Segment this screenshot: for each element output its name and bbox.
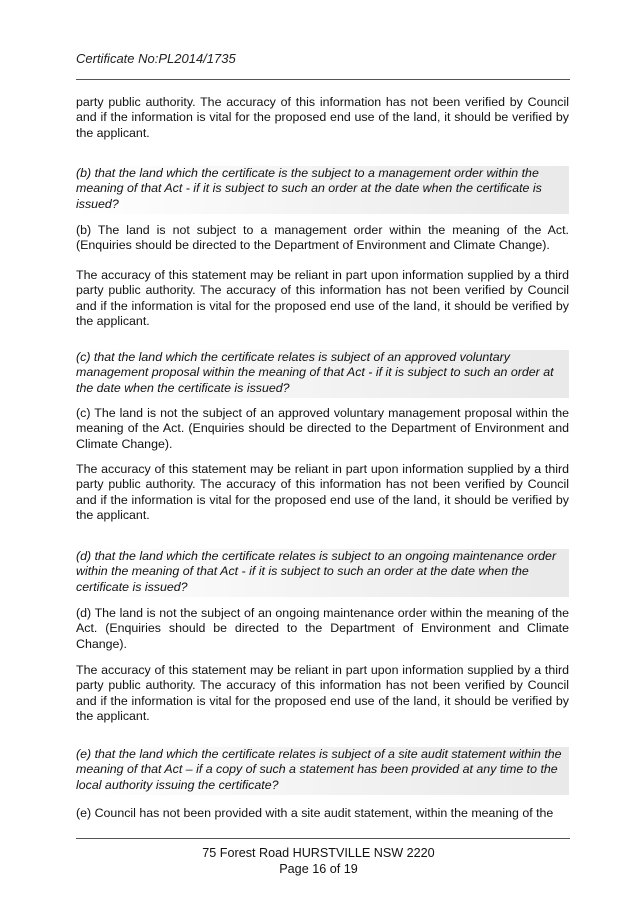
question-d: (d) that the land which the certificate relates is subject to an ongoing maintenance order within the meaning of that Act - if it is subject to such an order at the date when the certificate is issued? <box>76 549 569 597</box>
page-number: Page 16 of 19 <box>279 862 358 876</box>
header-divider <box>76 79 570 80</box>
question-b: (b) that the land which the certificate is the subject to a management order within the meaning of that Act - if it is subject to such an order at the date when the certificate is issued? <box>76 166 569 214</box>
footer-divider <box>76 838 570 839</box>
answer-e: (e) Council has not been provided with a site audit statement, within the meaning of the <box>76 806 554 820</box>
answer-c: (c) The land is not the subject of an approved voluntary management proposal within the meaning of the Act. (Enquiries should be directed to the Department of Environment and Climate Change). <box>76 406 569 451</box>
question-e: (e) that the land which the certificate relates is subject of a site audit statement within the meaning of that Act – if a copy of such a statement has been provided at any time to the local authority issuing the certificate? <box>76 747 569 795</box>
disclaimer-b: The accuracy of this statement may be reliant in part upon information supplied by a third party public authority. The accuracy of this information has not been verified by Council and if the information is vital for the proposed end use of the land, it should be verified by the applicant. <box>76 268 569 329</box>
certificate-number: Certificate No:PL2014/1735 <box>76 51 236 66</box>
continued-disclaimer: party public authority. The accuracy of this information has not been verified by Council and if the information is vital for the proposed end use of the land, it should be verified by the applicant. <box>76 95 569 140</box>
disclaimer-d: The accuracy of this statement may be reliant in part upon information supplied by a third party public authority. The accuracy of this information has not been verified by Council and if the information is vital for the proposed end use of the land, it should be verified by the applicant. <box>76 663 569 724</box>
footer-address: 75 Forest Road HURSTVILLE NSW 2220 <box>202 846 435 860</box>
answer-b: (b) The land is not subject to a management order within the meaning of the Act. (Enquiries should be directed to the Department of Environment and Climate Change). <box>76 223 569 253</box>
question-c: (c) that the land which the certificate relates is subject of an approved voluntary management proposal within the meaning of that Act - if it is subject to such an order at the date when the certificate is issued? <box>76 350 569 398</box>
disclaimer-c: The accuracy of this statement may be reliant in part upon information supplied by a third party public authority. The accuracy of this information has not been verified by Council and if the information is vital for the proposed end use of the land, it should be verified by the applicant. <box>76 462 569 523</box>
answer-d: (d) The land is not the subject of an ongoing maintenance order within the meaning of the Act. (Enquiries should be directed to the Department of Environment and Climate Change). <box>76 606 569 651</box>
